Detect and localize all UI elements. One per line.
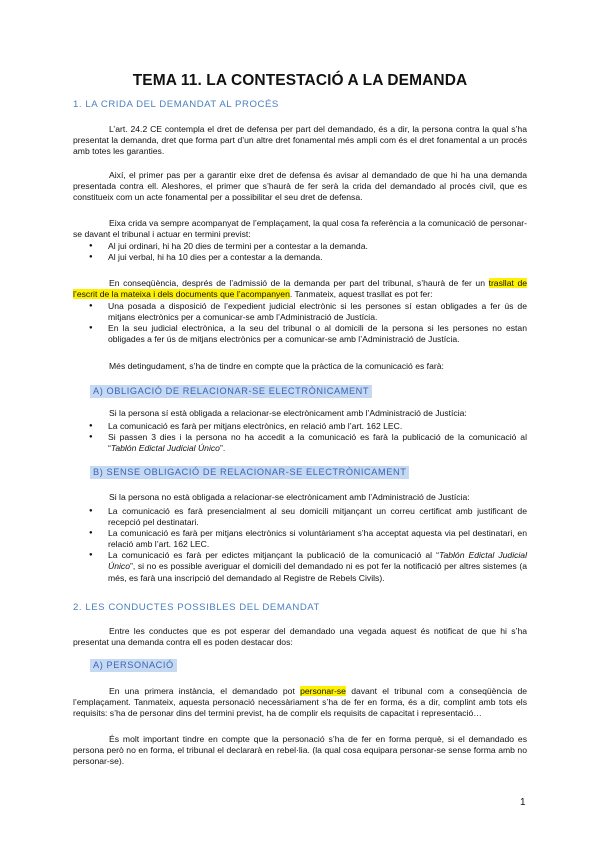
paragraph: Si la persona no està obligada a relacionar-se electrònicament amb l’Administració de Justícia: bbox=[109, 492, 470, 502]
bullet-list-a bbox=[73, 421, 527, 454]
list-item: ● La comunicació es farà per mitjans electrònics, en relació amb l’art. 162 LEC. bbox=[108, 421, 527, 432]
list-item: ● En la seu judicial electrònica, a la seu del tribunal o al domicili de la persona si les persones no estan obligades a fer ús de mitjans electrònics per a comunicar-se amb l’Administració de Justícia. bbox=[108, 323, 527, 345]
text: En conseqüència, després de l’admissió de la demanda per part del tribunal, s’haurà de fer un bbox=[109, 278, 489, 288]
document-title: TEMA 11. LA CONTESTACIÓ A LA DEMANDA bbox=[132, 72, 468, 89]
italic-text: Tablón Edictal Judicial Único bbox=[108, 550, 527, 572]
paragraph-trasllat bbox=[73, 278, 527, 300]
paragraph: Si la persona sí està obligada a relacionar-se electrònicament amb l’Administració de Justícia: bbox=[109, 408, 467, 418]
list-item: ● Al jui verbal, hi ha 10 dies per a contestar a la demanda. bbox=[108, 252, 527, 263]
list-item bbox=[108, 432, 527, 454]
list-item bbox=[108, 550, 527, 583]
paragraph: Així, el primer pas per a garantir eixe dret de defensa és avisar al demandado de que hi ha una demanda presentada contra ell. Aleshores, el primer que s’haurà de fer serà la crida del demandado al procés civil, que es constitueix com un acte fonamental per a possibilitar el seu dret de defensa. bbox=[73, 170, 527, 203]
list-item: ● La comunicació es farà presencialment al seu domicili mitjançant un correu certificat amb justificant de recepció pel destinatari. bbox=[108, 506, 527, 528]
subheading-a: A) OBLIGACIÓ DE RELACIONAR-SE ELECTRÒNICAMENT bbox=[90, 385, 372, 398]
bullet-list-b bbox=[73, 506, 527, 584]
paragraph: L’art. 24.2 CE contempla el dret de defensa per part del demandado, és a dir, la persona contra la qual s’ha presentat la demanda, dret que forma part d’un altre dret fonamental més ampli com és el dret fonamental a un procés amb totes les garanties. bbox=[73, 124, 527, 157]
highlighted-text: personar-se bbox=[300, 686, 346, 696]
paragraph-personacio bbox=[73, 686, 527, 719]
paragraph: Més detingudament, s’ha de tindre en compte que la pràctica de la comunicació es farà: bbox=[109, 361, 444, 371]
subheading-personacio: A) PERSONACIÓ bbox=[90, 659, 177, 672]
list-item: ● La comunicació es farà per mitjans electrònics si voluntàriament s’ha acceptat aquesta via pel destinatari, en relació amb l’art. 162 LEC. bbox=[108, 528, 527, 550]
text: ”. bbox=[219, 443, 226, 454]
text: La comunicació es farà per edictes mitjançant la publicació de la comunicació al “ bbox=[108, 550, 439, 561]
subheading-b: B) SENSE OBLIGACIÓ DE RELACIONAR-SE ELECTRÒNICAMENT bbox=[90, 466, 409, 479]
bullet-list-terms bbox=[73, 241, 527, 263]
paragraph: Eixa crida va sempre acompanyat de l’emplaçament, la qual cosa fa referència a la comunicació de personar-se davant el tribunal i actuar en termini previst: bbox=[73, 218, 527, 240]
text: ”, si no es possible averiguar el domicili del demandado ni es pot fer la notificació per altres sistemes (a més, es farà una inscripció del demandado al Registre de Rebels Civils). bbox=[108, 561, 527, 583]
text: davant el tribunal com a conseqüència de l’emplaçament. Tanmateix, aquesta personació necessàriament s’ha de fer en forma, és a dir, complint amb tots els requisits: s’ha de personar dins del termini previst, ha de complir els requisits de capacitat i representació… bbox=[73, 686, 528, 719]
bullet-list-trasllat bbox=[73, 301, 527, 345]
list-item: ● Al jui ordinari, hi ha 20 dies de termini per a contestar a la demanda. bbox=[108, 241, 527, 252]
list-item: ● Una posada a disposició de l’expedient judicial electrònic si les persones sí estan obligades a fer ús de mitjans electrònics per a comunicar-se amb l’Administració de Justícia. bbox=[108, 301, 527, 323]
page-number: 1 bbox=[520, 797, 526, 808]
italic-text: Tablón Edictal Judicial Único bbox=[110, 443, 220, 454]
text: Si passen 3 dies i la persona no ha accedit a la comunicació es farà la publicació de la comunicació al “ bbox=[108, 432, 527, 454]
paragraph: Entre les conductes que es pot esperar del demandado una vegada aquest és notificat de que hi s’ha presentat una demanda contra ell es poden destacar dos: bbox=[73, 626, 527, 648]
text: . Tanmateix, aquest trasllat es pot fer: bbox=[289, 289, 433, 300]
section-heading-2: 2. LES CONDUCTES POSSIBLES DEL DEMANDAT bbox=[73, 602, 320, 613]
text: En una primera instància, el demandado pot bbox=[109, 686, 301, 696]
highlighted-text: trasllat de l’escrit de la mateixa i dels documents que l’acompanyen bbox=[73, 278, 527, 300]
section-heading-1: 1. LA CRIDA DEL DEMANDAT AL PROCÉS bbox=[73, 99, 279, 110]
paragraph: És molt important tindre en compte que la personació s’ha de fer en forma perquè, si el demandado es persona però no en forma, el tribunal el declararà en rebel·lia. (la qual cosa equipara personar-se sense forma amb no personar-se). bbox=[73, 734, 527, 767]
